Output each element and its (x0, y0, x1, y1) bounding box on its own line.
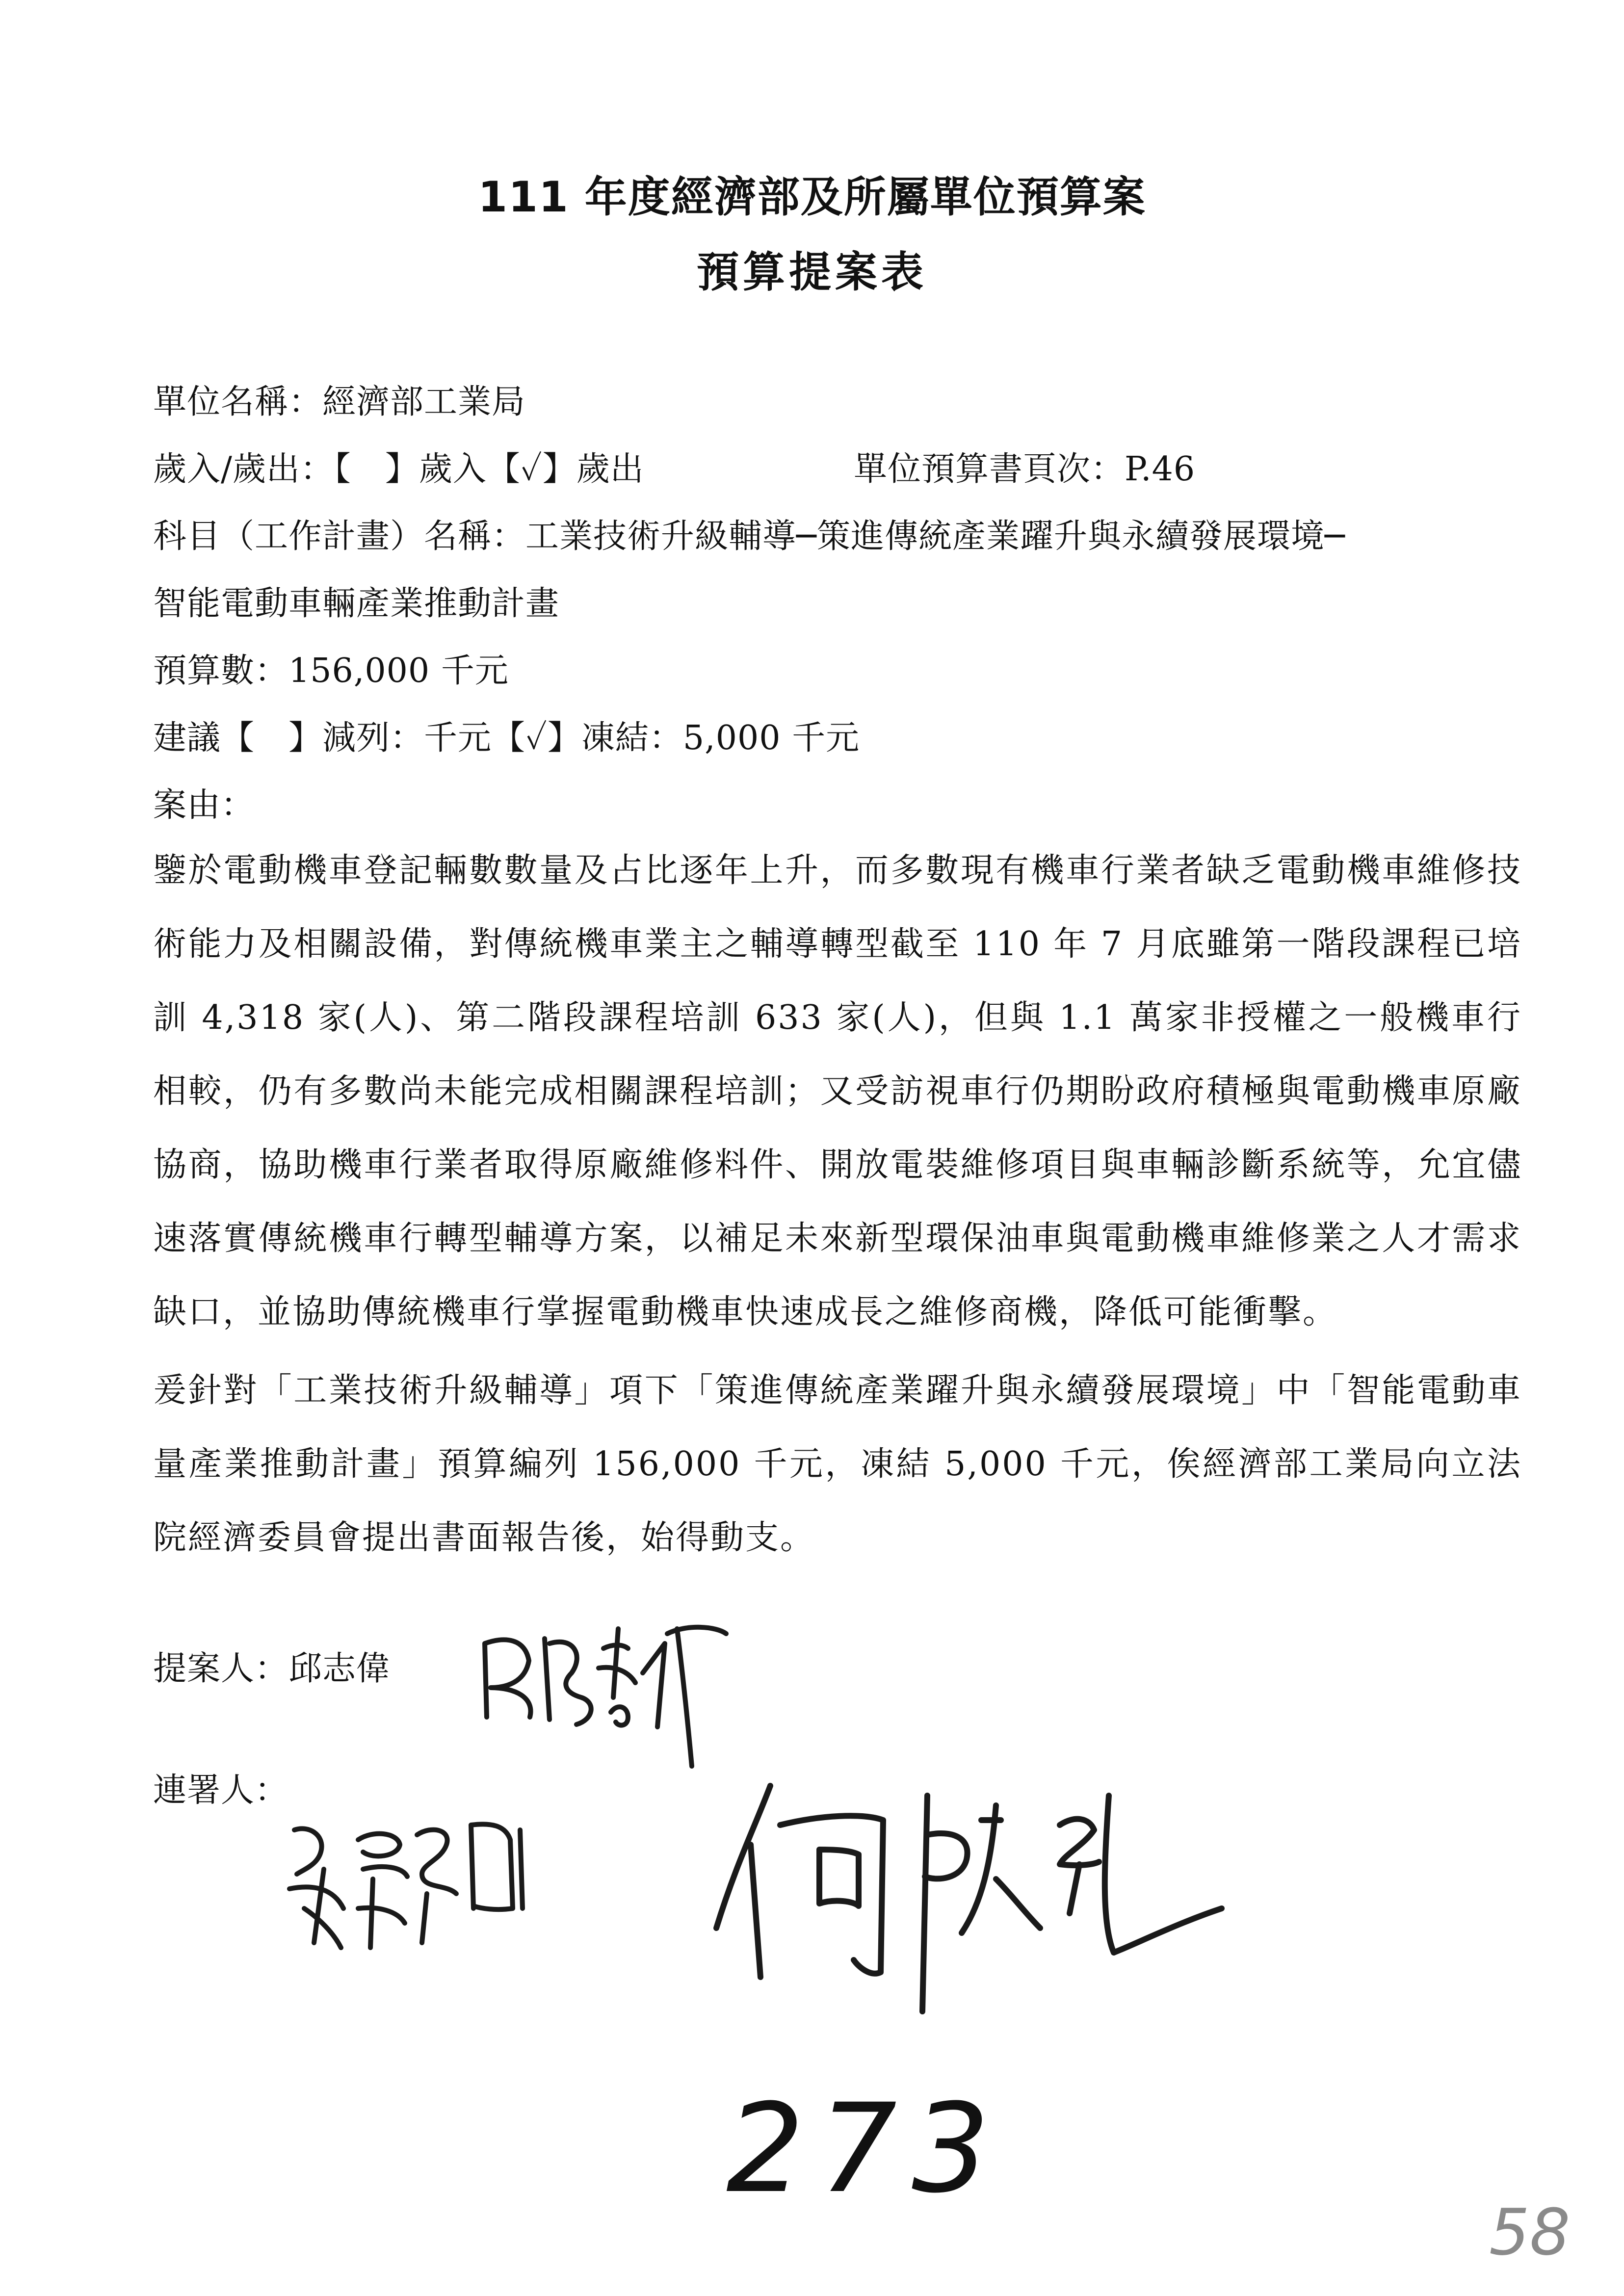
cosigner-signature-1 (275, 1796, 550, 1957)
unit-name: 單位名稱：經濟部工業局 (153, 383, 526, 421)
budget-page-ref: 單位預算書頁次：P.46 (854, 450, 1196, 489)
revenue-expense-choice: 歲入/歲出：【 】歲入【✓】歲出 (153, 450, 644, 489)
suggestion: 建議【 】減列：千元【✓】凍結：5,000 千元 (153, 719, 860, 757)
handwritten-page-number: 273 (726, 2077, 1005, 2220)
document-subtitle: 預算提案表 (697, 248, 927, 297)
subject-name-line2: 智能電動車輛產業推動計畫 (153, 584, 560, 623)
proposer-signature (471, 1614, 746, 1776)
reason-paragraph-1: 鑒於電動機車登記輛數數量及占比逐年上升，而多數現有機車行業者缺乏電動機車維修技術能力及相關設備，對傳統機車業主之輔導轉型截至 110 年 7 月底雖第一階段課程已培訓 4,318 家(人)、第二階段課程培訓 633 家(人)，但與 1.1 萬家非授權之一般機車行相較，仍有多數尚未能完成相關課程培訓；又受訪視車行仍期盼政府積極與電動機車原廠協商，協助機車行業者取得原廠維修料件、開放電裝維修項目與車輛診斷系統等，允宜儘速落實傳統機車行轉型輔導方案，以補足未來新型環保油車與電動機車維修業之人才需求缺口，並協助傳統機車行掌握電動機車快速成長之維修商機，降低可能衝擊。 (153, 851, 1522, 1331)
subject-name-line1: 科目（工作計畫）名稱：工業技術升級輔導─策進傳統產業躍升與永續發展環境─ (153, 517, 1345, 556)
cosigner-signature-2 (707, 1766, 1227, 2021)
handwritten-corner-number: 58 (1489, 2195, 1571, 2270)
budget-amount: 預算數：156,000 千元 (153, 652, 509, 690)
proposer-label: 提案人：邱志偉 (153, 1649, 391, 1688)
reason-label: 案由： (153, 786, 255, 825)
reason-paragraph-2: 爰針對「工業技術升級輔導」項下「策進傳統產業躍升與永續發展環境」中「智能電動車量產業推動計畫」預算編列 156,000 千元，凍結 5,000 千元，俟經濟部工業局向立法院經濟委員會提出書面報告後，始得動支。 (153, 1371, 1522, 1557)
document-title: 111 年度經濟部及所屬單位預算案 (478, 173, 1146, 222)
cosigner-label: 連署人： (153, 1771, 289, 1810)
